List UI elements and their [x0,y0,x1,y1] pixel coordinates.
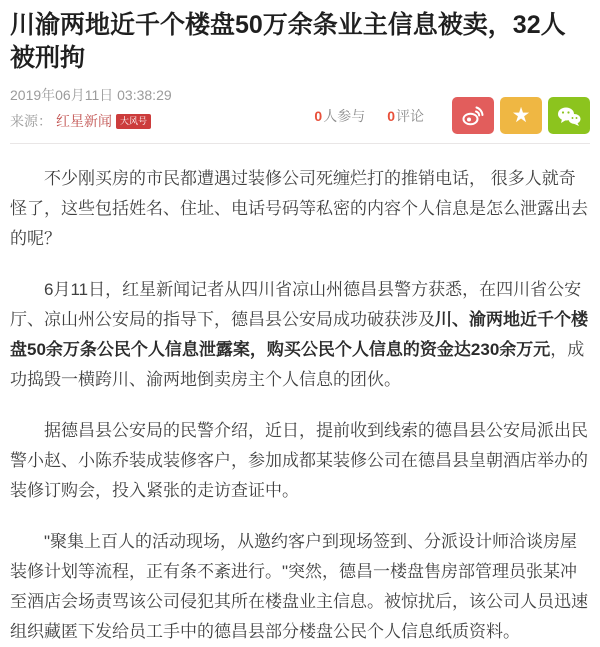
comment-count: 0 [387,107,395,124]
participate-count: 0 [314,107,323,124]
qzone-star-icon: ★ [511,104,531,127]
qzone-share-button[interactable] [500,97,542,134]
article-body [10,144,590,647]
weibo-icon [461,105,485,127]
article-paragraph: 不少刚买房的市民都遭遇过装修公司死缠烂打的推销电话， 很多人就奇怪了，这些包括姓名、住址、电话号码等私密的内容个人信息是怎么泄露出去的呢？ [10,169,588,248]
participate-link[interactable] [314,106,365,126]
wechat-icon [556,105,582,127]
article-paragraph: 6月11日，红星新闻记者从四川省凉山州德昌县警方获悉，在四川省公安厅、凉山州公安局的指导下，德昌县公安局成功破获涉及川、渝两地近千个楼盘50余万条公民个人信息泄露案，购买公民个人信息的资金达230余万元，成功捣毁一横跨川、渝两地倒卖房主个人信息的团伙。 [10,280,588,389]
source-label: 来源： [10,113,52,129]
publish-datetime: 2019年06月11日 03:38:29 [10,87,172,103]
wechat-share-button[interactable] [548,97,590,134]
comment-label: 评论 [396,107,424,124]
article-meta [10,86,590,134]
page-title: 川渝两地近千个楼盘50万余条业主信息被卖，32人被刑拘 [10,11,566,72]
count-group [314,106,424,126]
comment-link[interactable] [387,106,424,126]
article-page [0,9,600,647]
article-paragraph: "聚集上百人的活动现场，从邀约客户到现场签到、分派设计师洽谈房屋装修计划等流程，正有条不紊进行。"突然，德昌一楼盘售房部管理员张某冲至酒店会场责骂该公司侵犯其所在楼盘业主信息。被惊扰后，该公司人员迅速组织藏匿下发给员工手中的德昌县部分楼盘公民个人信息纸质资料。 [10,532,588,641]
meta-right-block [314,97,590,134]
weibo-share-button[interactable] [452,97,494,134]
participate-label: 人参与 [323,107,366,124]
article-paragraph: 据德昌县公安局的民警介绍，近日，提前收到线索的德昌县公安局派出民警小赵、小陈乔装成装修客户，参加成都某装修公司在德昌县皇朝酒店举办的装修订购会，投入紧张的走访查证中。 [10,421,588,500]
source-badge: 大风号 [116,114,151,129]
source-link[interactable]: 红星新闻 [56,113,112,129]
